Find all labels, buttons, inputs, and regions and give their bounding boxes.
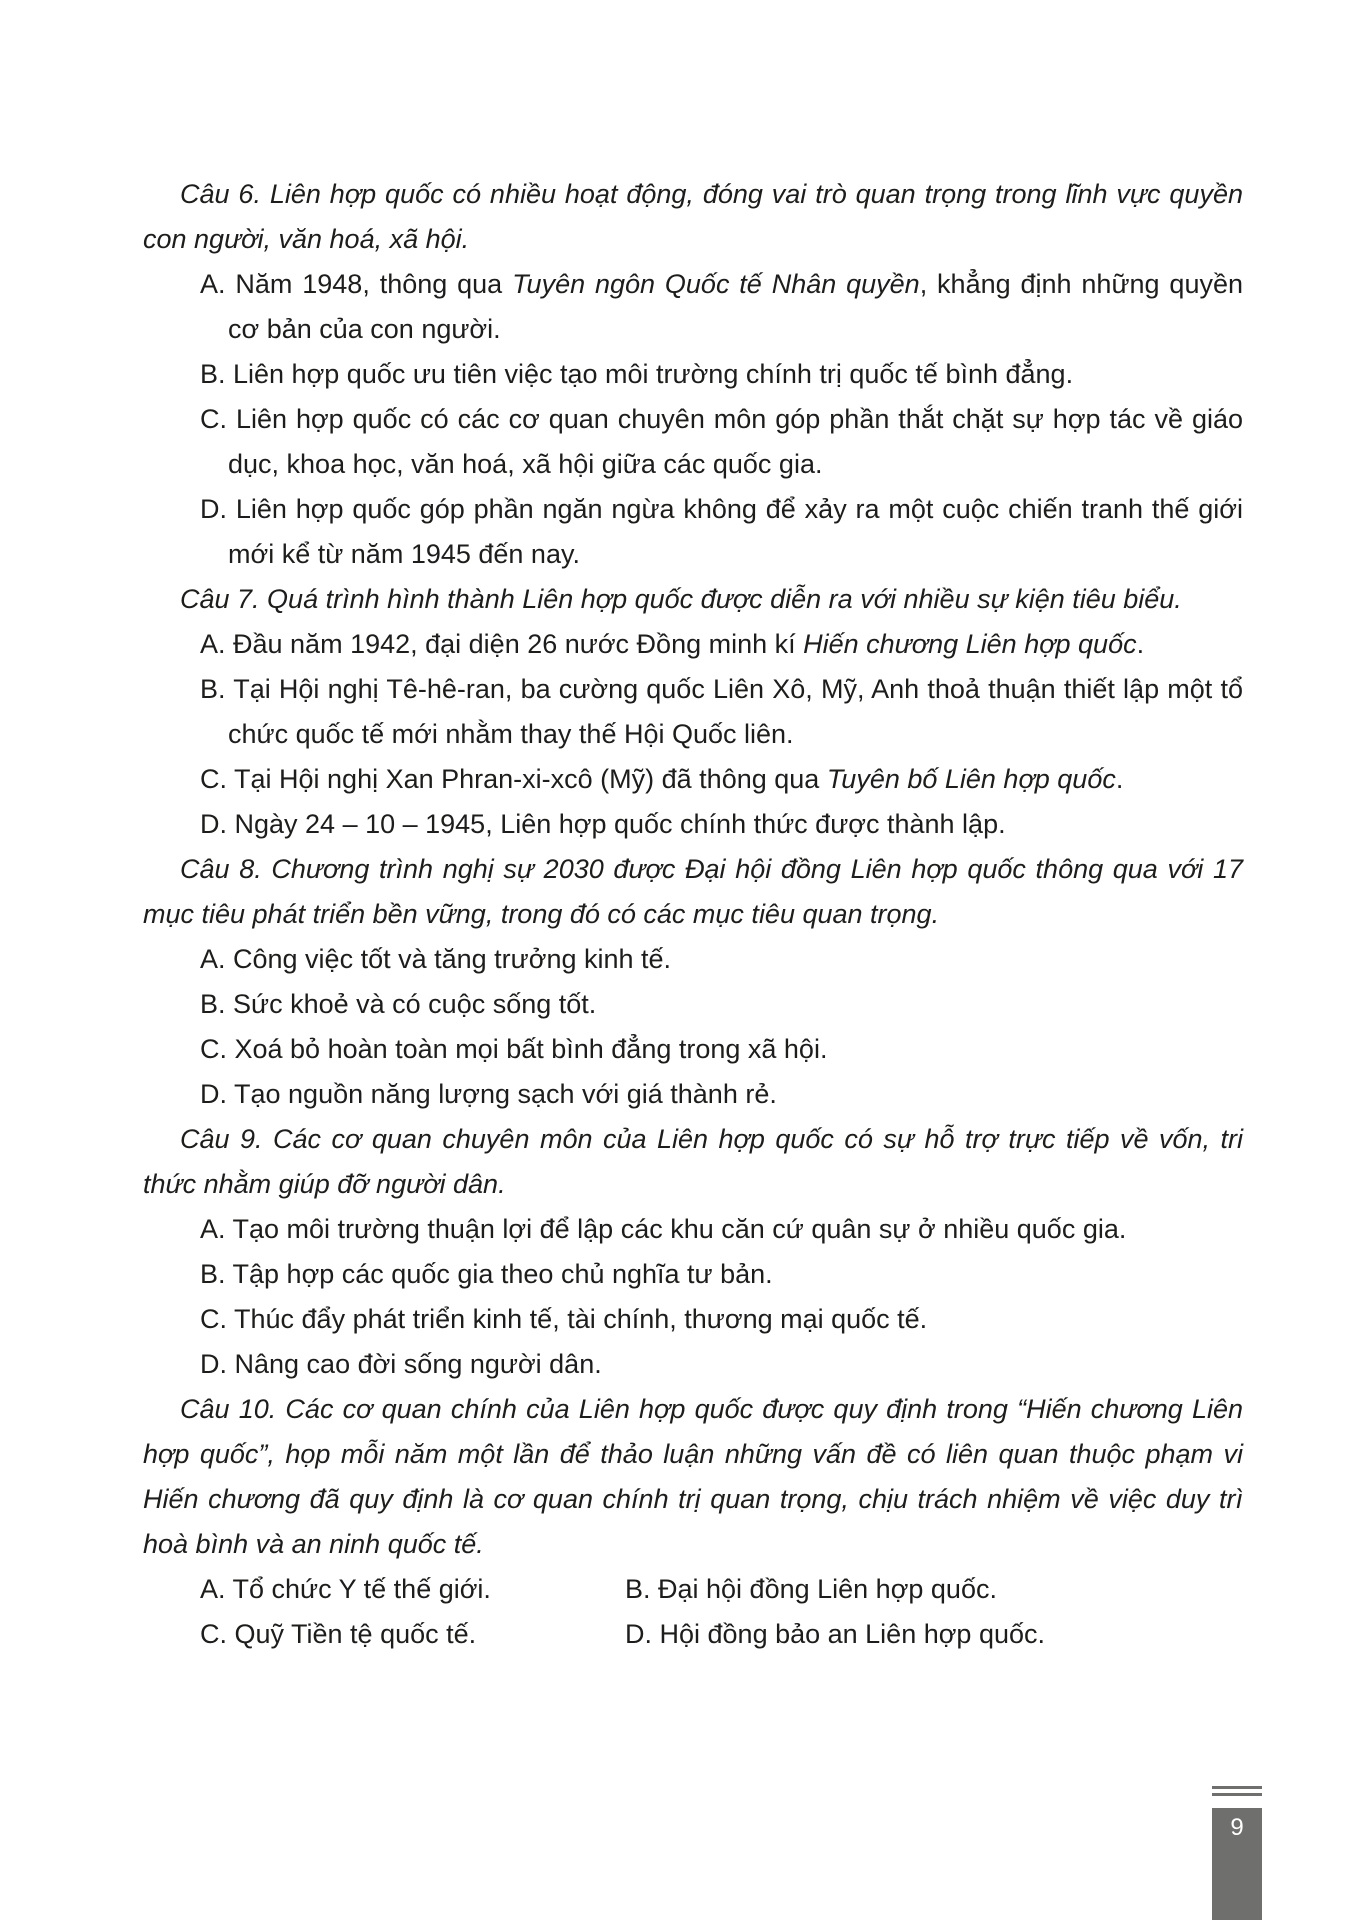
question-8-stem: Câu 8. Chương trình nghị sự 2030 được Đại hội đồng Liên hợp quốc thông qua với 17 mục tiêu phát triển bền vững, trong đó có các mục tiêu quan trọng. [143,854,1243,929]
question-6-option-c[interactable]: C. Liên hợp quốc có các cơ quan chuyên môn góp phần thắt chặt sự hợp tác về giáo dục, khoa học, văn hoá, xã hội giữa các quốc gia. [200,404,1243,479]
question-6-option-d[interactable]: D. Liên hợp quốc góp phần ngăn ngừa không để xảy ra một cuộc chiến tranh thế giới mới kể từ năm 1945 đến nay. [200,494,1243,569]
question-10-stem: Câu 10. Các cơ quan chính của Liên hợp quốc được quy định trong “Hiến chương Liên hợp quốc”, họp mỗi năm một lần để thảo luận những vấn đề có liên quan thuộc phạm vi Hiến chương đã quy định là cơ quan chính trị quan trọng, chịu trách nhiệm về việc duy trì hoà bình và an ninh quốc tế. [143,1394,1243,1559]
question-7 [143,577,1243,847]
question-8-option-b[interactable]: B. Sức khoẻ và có cuộc sống tốt. [200,989,597,1019]
page-number-decoration [1212,1786,1262,1800]
question-6-option-b[interactable]: B. Liên hợp quốc ưu tiên việc tạo môi trường chính trị quốc tế bình đẳng. [200,359,1074,389]
question-6-option-a[interactable]: A. Năm 1948, thông qua Tuyên ngôn Quốc tế Nhân quyền, khẳng định những quyền cơ bản của con người. [200,269,1243,344]
question-9-stem: Câu 9. Các cơ quan chuyên môn của Liên hợp quốc có sự hỗ trợ trực tiếp về vốn, tri thức nhằm giúp đỡ người dân. [143,1124,1243,1199]
question-10-options-row-2 [143,1612,1243,1657]
question-10-option-a[interactable]: A. Tổ chức Y tế thế giới. [200,1574,491,1604]
decor-bar [1212,1786,1262,1789]
decor-bar [1212,1793,1262,1796]
question-6 [143,172,1243,577]
page-number: 9 [1212,1808,1262,1920]
question-10 [143,1387,1243,1657]
question-8-option-a[interactable]: A. Công việc tốt và tăng trưởng kinh tế. [200,944,672,974]
question-10-options-row-1 [143,1567,1243,1612]
question-10-option-b[interactable]: B. Đại hội đồng Liên hợp quốc. [625,1574,997,1604]
question-7-option-b[interactable]: B. Tại Hội nghị Tê-hê-ran, ba cường quốc Liên Xô, Mỹ, Anh thoả thuận thiết lập một tổ chức quốc tế mới nhằm thay thế Hội Quốc liên. [200,674,1243,749]
question-9-option-c[interactable]: C. Thúc đẩy phát triển kinh tế, tài chính, thương mại quốc tế. [200,1304,928,1334]
question-9 [143,1117,1243,1387]
question-9-option-a[interactable]: A. Tạo môi trường thuận lợi để lập các khu căn cứ quân sự ở nhiều quốc gia. [200,1214,1127,1244]
question-10-option-d[interactable]: D. Hội đồng bảo an Liên hợp quốc. [625,1619,1046,1649]
question-7-option-c[interactable]: C. Tại Hội nghị Xan Phran-xi-xcô (Mỹ) đã thông qua Tuyên bố Liên hợp quốc. [200,764,1124,794]
question-6-stem: Câu 6. Liên hợp quốc có nhiều hoạt động, đóng vai trò quan trọng trong lĩnh vực quyền con người, văn hoá, xã hội. [143,179,1243,254]
question-8 [143,847,1243,1117]
question-9-option-b[interactable]: B. Tập hợp các quốc gia theo chủ nghĩa tư bản. [200,1259,773,1289]
question-7-option-a[interactable]: A. Đầu năm 1942, đại diện 26 nước Đồng minh kí Hiến chương Liên hợp quốc. [200,629,1145,659]
question-9-option-d[interactable]: D. Nâng cao đời sống người dân. [200,1349,602,1379]
question-10-option-c[interactable]: C. Quỹ Tiền tệ quốc tế. [200,1619,477,1649]
question-8-option-c[interactable]: C. Xoá bỏ hoàn toàn mọi bất bình đẳng trong xã hội. [200,1034,828,1064]
page-content [143,172,1243,1657]
question-8-option-d[interactable]: D. Tạo nguồn năng lượng sạch với giá thành rẻ. [200,1079,777,1109]
question-7-option-d[interactable]: D. Ngày 24 – 10 – 1945, Liên hợp quốc chính thức được thành lập. [200,809,1006,839]
question-7-stem: Câu 7. Quá trình hình thành Liên hợp quốc được diễn ra với nhiều sự kiện tiêu biểu. [180,584,1182,614]
